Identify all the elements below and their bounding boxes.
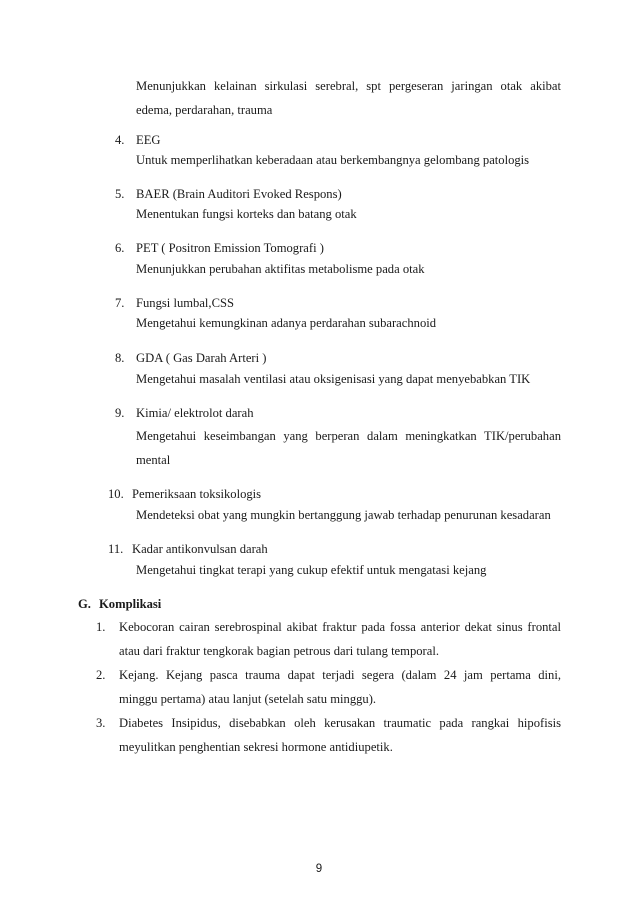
item-desc: Menentukan fungsi korteks dan batang otak [136, 207, 357, 221]
item-desc: Mengetahui keseimbangan yang berperan dalam meningkatkan TIK/perubahan [136, 429, 561, 443]
item-desc-cont: mental [136, 453, 171, 467]
item-title: PET ( Positron Emission Tomografi ) [136, 241, 324, 255]
item-number: 8. [115, 351, 125, 365]
section-title: Komplikasi [99, 597, 162, 611]
item-desc: Mengetahui masalah ventilasi atau oksigenisasi yang dapat menyebabkan TIK [136, 372, 531, 386]
item-desc: Menunjukkan perubahan aktifitas metabolisme pada otak [136, 262, 425, 276]
item-text-cont: meyulitkan penghentian sekresi hormone antidiupetik. [119, 740, 393, 754]
item-number: 5. [115, 187, 125, 201]
item-desc: Mengetahui kemungkinan adanya perdarahan subarachnoid [136, 316, 437, 330]
item-title: EEG [136, 133, 161, 147]
item-title: GDA ( Gas Darah Arteri ) [136, 351, 267, 365]
item-desc: Mengetahui tingkat terapi yang cukup efektif untuk mengatasi kejang [136, 563, 487, 577]
page-number: 9 [315, 863, 323, 875]
item-number: 11. [108, 542, 124, 556]
item-text: Kebocoran cairan serebrospinal akibat fraktur pada fossa anterior dekat sinus frontal [119, 620, 561, 634]
section-label: G. [78, 597, 91, 611]
item-number: 1. [96, 620, 106, 634]
intro-line-1: Menunjukkan kelainan sirkulasi serebral, spt pergeseran jaringan otak akibat [136, 79, 561, 93]
intro-line-2: edema, perdarahan, trauma [136, 103, 273, 117]
item-text: Diabetes Insipidus, disebabkan oleh kerusakan traumatic pada rangkai hipofisis [119, 716, 561, 730]
item-number: 10. [108, 487, 124, 501]
item-title: Pemeriksaan toksikologis [132, 487, 262, 501]
item-desc: Mendeteksi obat yang mungkin bertanggung jawab terhadap penurunan kesadaran [136, 508, 551, 522]
item-title: Kadar antikonvulsan darah [132, 542, 268, 556]
item-desc: Untuk memperlihatkan keberadaan atau berkembangnya gelombang patologis [136, 153, 530, 167]
item-title: Fungsi lumbal,CSS [136, 296, 234, 310]
item-text: Kejang. Kejang pasca trauma dapat terjadi segera (dalam 24 jam pertama dini, [119, 668, 561, 682]
item-number: 6. [115, 241, 125, 255]
item-number: 3. [96, 716, 106, 730]
item-number: 4. [115, 133, 125, 147]
item-title: Kimia/ elektrolot darah [136, 406, 254, 420]
item-title: BAER (Brain Auditori Evoked Respons) [136, 187, 342, 201]
item-number: 2. [96, 668, 106, 682]
item-number: 9. [115, 406, 125, 420]
item-text-cont: atau dari fraktur tengkorak bagian petrous dari tulang temporal. [119, 644, 439, 658]
item-text-cont: minggu pertama) atau lanjut (setelah satu minggu). [119, 692, 377, 706]
item-number: 7. [115, 296, 125, 310]
